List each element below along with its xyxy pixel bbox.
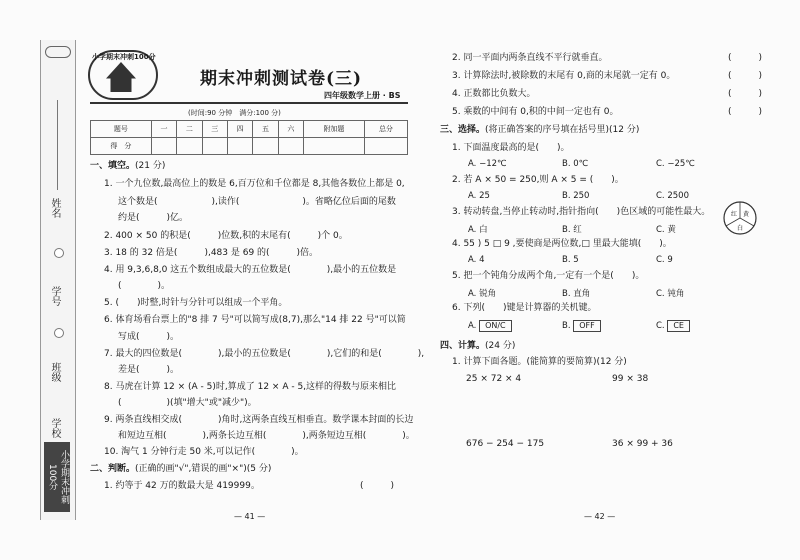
table-cell: 二 [177,121,202,138]
section-note: (将正确答案的序号填在括号里) [485,125,610,135]
choice-option[interactable]: A. 4 [468,255,485,265]
calc-expression: 25 × 72 × 4 [466,374,522,384]
question-line: ( )。 [118,281,171,291]
dial-label-yellow: 黄 [743,211,750,218]
score-cell[interactable] [151,138,176,155]
name-label: 姓名 [49,198,60,218]
strip-line [57,100,58,190]
off-key: OFF [573,320,601,332]
question-line: 4. 用 9,3,6,8,0 这五个数组成最大的五位数是( ),最小的五位数是 [104,265,397,275]
question-line: 3. 18 的 32 倍是( ),483 是 69 的( )倍。 [104,248,319,258]
score-cell[interactable] [253,138,278,155]
question-line: 2. 400 × 50 的积是( )位数,积的末尾有( )个 0。 [104,231,348,241]
table-cell: 三 [202,121,227,138]
table-cell: 五 [253,121,278,138]
choice-question: 1. 下面温度最高的是( )。 [452,143,570,153]
choice-option[interactable]: A. −12℃ [468,159,507,169]
score-cell[interactable] [202,138,227,155]
table-row [91,121,408,138]
calc-note: (能简算的要简算)(12 分) [526,357,627,367]
binding-hole [54,248,64,258]
strip-decoration [45,46,71,58]
table-cell: 六 [278,121,303,138]
section-points: (24 分) [485,341,516,351]
table-cell: 四 [227,121,252,138]
answer-paren[interactable]: ( ) [360,481,395,491]
choice-option[interactable]: A. 白 [468,225,488,235]
logo-text: 小学期末冲刺100分 [92,53,156,61]
answer-paren[interactable]: ( ) [728,71,763,81]
time-info: (时间:90 分钟 满分:100 分) [188,109,281,117]
score-table [90,120,408,155]
section-1-heading [90,160,165,173]
strip-brand: 小学期末冲刺100分 [44,442,70,512]
section-3-heading [440,124,639,137]
section-2-heading [90,463,271,476]
section-title: 三、选择。 [440,125,486,135]
judge-item: 4. 正数都比负数大。 [452,89,536,99]
choice-option[interactable]: A. 锐角 [468,289,497,299]
question-line: ( )(填"增大"或"减少")。 [118,398,257,408]
section-4-heading [440,340,515,353]
score-cell[interactable] [278,138,303,155]
option-letter: A. [468,321,477,331]
on-c-key: ON/C [479,320,512,332]
table-cell: 得 分 [91,138,152,155]
choice-question: 4. 55 ) 5 □ 9 ,要使商是两位数,□ 里最大能填( )。 [452,239,672,249]
ce-key: CE [667,320,690,332]
section-points: (5 分) [246,464,272,474]
section-title: 一、填空。 [90,161,136,171]
judge-item: 2. 同一平面内两条直线不平行就垂直。 [452,53,608,63]
score-cell[interactable] [177,138,202,155]
judge-item: 3. 计算除法时,被除数的末尾有 0,商的末尾就一定有 0。 [452,71,676,81]
brand-logo [88,50,160,102]
question-line: 这个数是( ),读作( )。省略亿位后面的尾数 [118,197,396,207]
page-number: — 42 — [584,512,616,521]
table-cell: 一 [151,121,176,138]
page-title: 期末冲刺测试卷(三) [200,69,363,89]
score-cell[interactable] [304,138,365,155]
question-line: 差是( )。 [118,365,180,375]
class-label: 班级 [49,362,60,382]
calc-instruction [452,356,627,369]
spinner-dial [722,200,758,236]
choice-option[interactable] [656,320,690,332]
section-note: (正确的画"√",错误的画"×") [135,464,247,474]
question-line: 10. 淘气 1 分钟行走 50 米,可以记作( )。 [104,447,304,457]
choice-option[interactable]: A. 25 [468,191,490,201]
option-letter: C. [656,321,665,331]
calc-title: 1. 计算下面各题。 [452,357,527,367]
dial-label-white: 白 [737,225,744,232]
student-id-label: 学号 [49,286,60,306]
question-line: 1. 一个九位数,最高位上的数是 6,百万位和千位都是 8,其他各数位上都是 0, [104,179,405,189]
table-cell: 题号 [91,121,152,138]
table-row [91,138,408,155]
question-line: 5. ( )时整,时针与分针可以组成一个平角。 [104,298,288,308]
dial-label-red: 红 [731,211,738,218]
choice-option[interactable]: B. 250 [562,191,590,201]
question-line: 7. 最大的四位数是( ),最小的五位数是( ),它们的和是( ), [104,349,425,359]
choice-question: 2. 若 A × 50 = 250,则 A × 5 = ( )。 [452,175,624,185]
answer-paren[interactable]: ( ) [728,53,763,63]
question-line: 9. 两条直线相交成( )角时,这两条直线互相垂直。数学课本封面的长边 [104,415,414,425]
answer-paren[interactable]: ( ) [728,107,763,117]
answer-paren[interactable]: ( ) [728,89,763,99]
choice-question: 5. 把一个钝角分成两个角,一定有一个是( )。 [452,271,645,281]
table-cell: 总分 [364,121,407,138]
choice-option[interactable]: B. 直角 [562,289,591,299]
choice-option[interactable]: C. 黄 [656,225,676,235]
header-divider [90,102,408,104]
choice-option[interactable]: B. 0℃ [562,159,589,169]
score-cell[interactable] [364,138,407,155]
question-line: 约是( )亿。 [118,213,189,223]
section-title: 四、计算。 [440,341,486,351]
grade-label: 四年级数学上册 · BS [324,91,401,100]
question-line: 和短边互相( ),两条长边互相( ),两条短边互相( )。 [118,431,415,441]
calc-expression: 676 − 254 − 175 [466,439,545,449]
judge-item: 1. 约等于 42 万的数最大是 419999。 [104,481,260,491]
section-points: (12 分) [609,125,640,135]
section-points: (21 分) [135,161,166,171]
choice-option[interactable]: C. 钝角 [656,289,685,299]
option-letter: B. [562,321,571,331]
binding-strip [40,40,76,520]
choice-option[interactable]: B. 红 [562,225,582,235]
choice-question: 3. 转动转盘,当停止转动时,指针指向( )色区域的可能性最大。 [452,207,711,217]
judge-item: 5. 乘数的中间有 0,积的中间一定也有 0。 [452,107,619,117]
school-label: 学校 [49,418,60,438]
choice-option[interactable] [468,320,512,332]
choice-question: 6. 下列( )键是计算器的关机键。 [452,303,597,313]
choice-option[interactable]: B. 5 [562,255,579,265]
calc-expression: 36 × 99 + 36 [612,439,673,449]
choice-option[interactable]: C. 2500 [656,191,689,201]
question-line: 8. 马虎在计算 12 × (A - 5)时,算成了 12 × A - 5,这样的得数与原来相比 [104,382,397,392]
page-number: — 41 — [234,512,266,521]
calc-expression: 99 × 38 [612,374,649,384]
question-line: 写成( )。 [118,332,180,342]
question-line: 6. 体育场看台票上的"8 排 7 号"可以简写成(8,7),那么"14 排 22 号"可以简 [104,315,406,325]
choice-option[interactable]: C. −25℃ [656,159,695,169]
score-cell[interactable] [227,138,252,155]
section-title: 二、判断。 [90,464,136,474]
binding-hole [54,328,64,338]
choice-option[interactable]: C. 9 [656,255,673,265]
choice-option[interactable] [562,320,601,332]
table-cell: 附加题 [304,121,365,138]
